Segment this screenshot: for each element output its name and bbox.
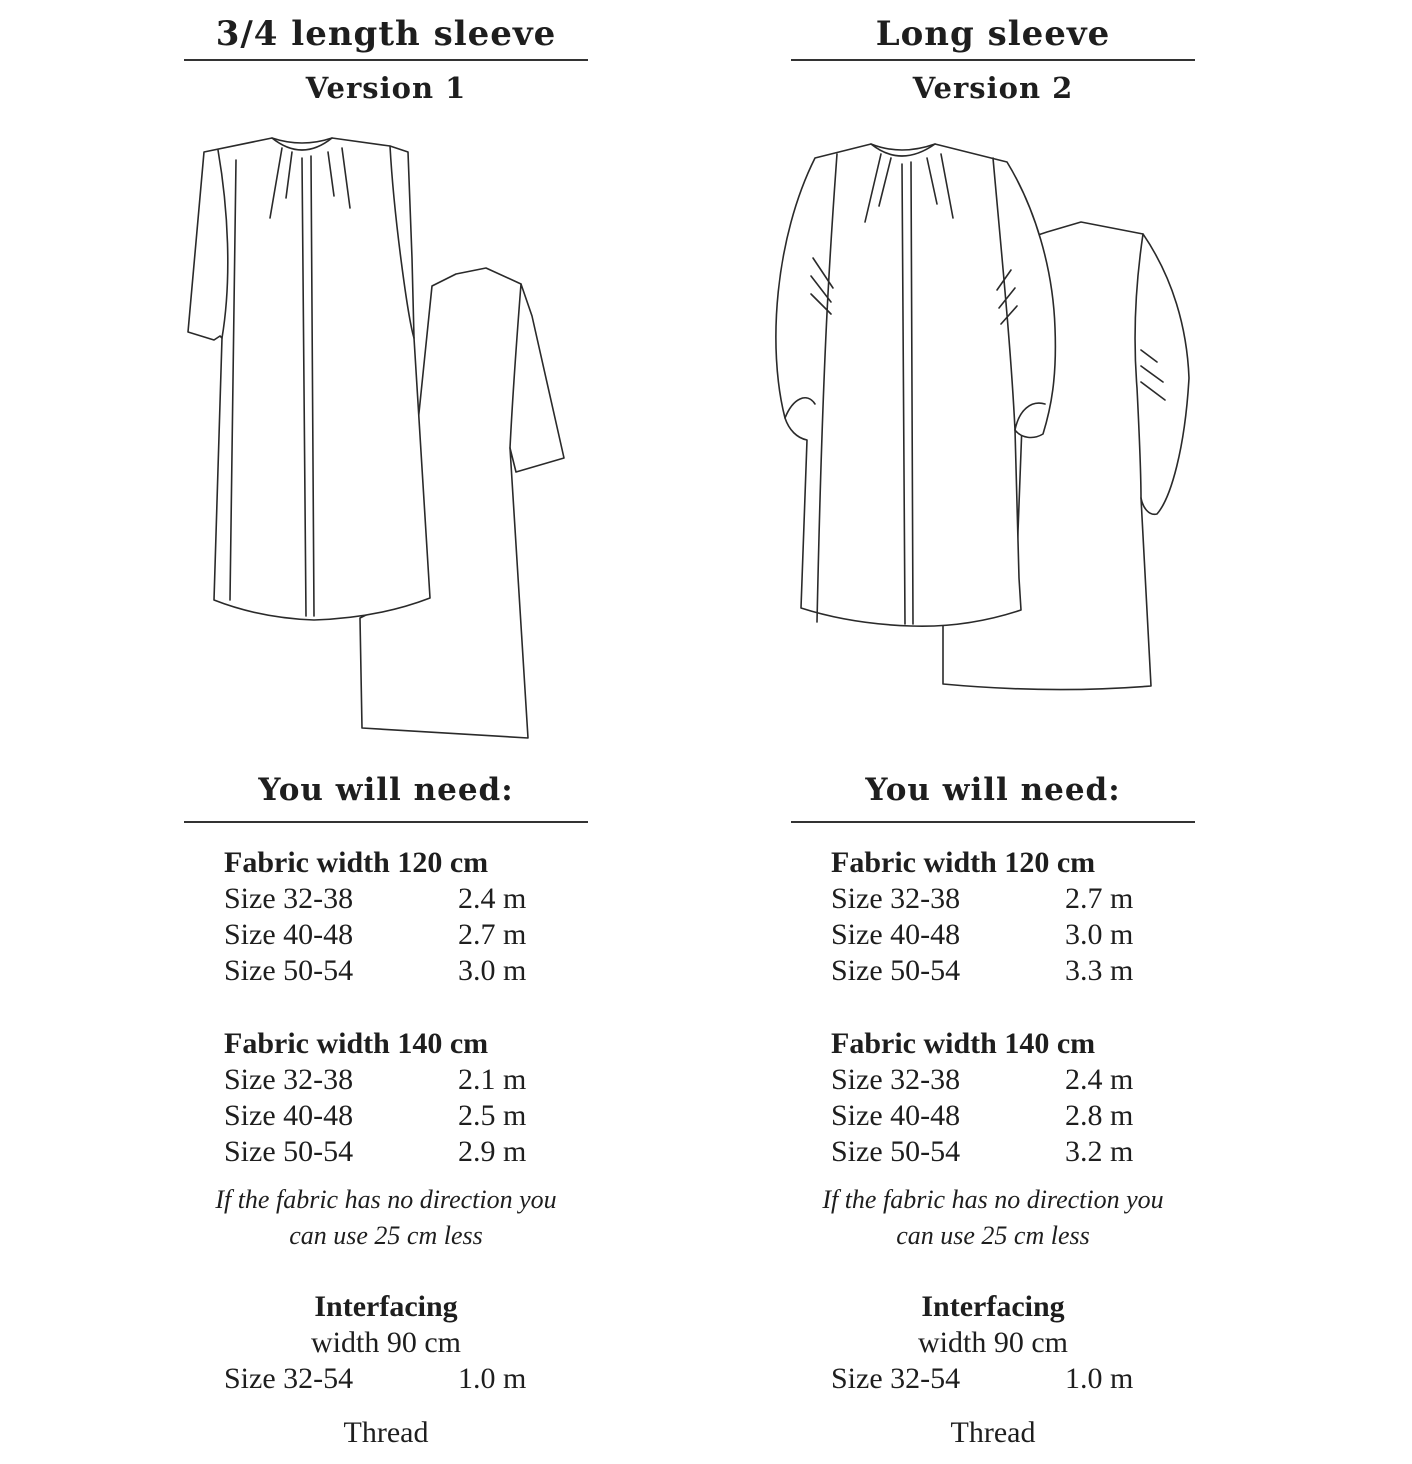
size-label: Size 40-48 bbox=[224, 918, 354, 951]
fabric-amount: 2.8 m bbox=[1065, 1099, 1134, 1132]
size-label: Size 32-38 bbox=[831, 882, 961, 915]
you-will-need-heading: You will need: bbox=[865, 772, 1121, 808]
fabric-amount: 2.4 m bbox=[1065, 1063, 1134, 1096]
interfacing-amount: 1.0 m bbox=[458, 1362, 527, 1395]
fabric-120-row bbox=[831, 881, 1161, 917]
fabric-120-row bbox=[224, 917, 554, 953]
fabric-direction-note-line-2: can use 25 cm less bbox=[289, 1221, 483, 1250]
fabric-amount: 2.7 m bbox=[1065, 882, 1134, 915]
size-label: Size 40-48 bbox=[831, 1099, 961, 1132]
fabric-140-row bbox=[831, 1134, 1161, 1170]
fabric-amount: 3.2 m bbox=[1065, 1135, 1134, 1168]
size-label: Size 32-54 bbox=[831, 1362, 961, 1395]
size-label: Size 50-54 bbox=[831, 1135, 961, 1168]
fabric-140-row bbox=[224, 1098, 554, 1134]
version-1-label: Version 1 bbox=[305, 71, 467, 105]
fabric-width-120-heading: Fabric width 120 cm bbox=[224, 846, 489, 879]
fabric-width-140-heading: Fabric width 140 cm bbox=[224, 1027, 489, 1060]
fabric-140-row bbox=[224, 1062, 554, 1098]
fabric-amount: 3.0 m bbox=[458, 954, 527, 987]
need-divider bbox=[791, 821, 1195, 823]
size-label: Size 50-54 bbox=[831, 954, 961, 987]
fabric-amount: 2.7 m bbox=[458, 918, 527, 951]
version-2-label: Version 2 bbox=[912, 71, 1074, 105]
interfacing-width: width 90 cm bbox=[918, 1326, 1068, 1359]
fabric-amount: 2.4 m bbox=[458, 882, 527, 915]
thread-label: Thread bbox=[343, 1416, 429, 1449]
coat-front-view-icon bbox=[188, 138, 430, 620]
fabric-amount: 3.3 m bbox=[1065, 954, 1134, 987]
fabric-direction-note-line-1: If the fabric has no direction you bbox=[822, 1185, 1164, 1214]
fabric-140-row bbox=[831, 1062, 1161, 1098]
need-divider bbox=[184, 821, 588, 823]
fabric-120-row bbox=[831, 953, 1161, 989]
size-label: Size 32-38 bbox=[224, 1063, 354, 1096]
fabric-120-row bbox=[224, 881, 554, 917]
title-divider bbox=[791, 59, 1195, 61]
fabric-amount: 2.5 m bbox=[458, 1099, 527, 1132]
size-label: Size 40-48 bbox=[831, 918, 961, 951]
interfacing-width: width 90 cm bbox=[311, 1326, 461, 1359]
fabric-amount: 2.1 m bbox=[458, 1063, 527, 1096]
fabric-140-row bbox=[224, 1134, 554, 1170]
fabric-amount: 2.9 m bbox=[458, 1135, 527, 1168]
interfacing-heading: Interfacing bbox=[314, 1290, 458, 1323]
fabric-140-row bbox=[831, 1098, 1161, 1134]
coat-3-4-sleeve-illustration-icon bbox=[164, 118, 608, 758]
size-label: Size 32-38 bbox=[831, 1063, 961, 1096]
size-label: Size 50-54 bbox=[224, 1135, 354, 1168]
title-divider bbox=[184, 59, 588, 61]
size-label: Size 50-54 bbox=[224, 954, 354, 987]
fabric-amount: 3.0 m bbox=[1065, 918, 1134, 951]
coat-front-view-icon bbox=[776, 144, 1055, 626]
fabric-120-row bbox=[831, 917, 1161, 953]
fabric-width-140-heading: Fabric width 140 cm bbox=[831, 1027, 1096, 1060]
fabric-direction-note-line-2: can use 25 cm less bbox=[896, 1221, 1090, 1250]
version-1-title: 3/4 length sleeve bbox=[215, 14, 557, 54]
fabric-width-120-heading: Fabric width 120 cm bbox=[831, 846, 1096, 879]
version-2-title: Long sleeve bbox=[875, 14, 1111, 54]
size-label: Size 32-38 bbox=[224, 882, 354, 915]
version-2-column bbox=[791, 0, 1195, 1464]
size-label: Size 40-48 bbox=[224, 1099, 354, 1132]
size-label: Size 32-54 bbox=[224, 1362, 354, 1395]
interfacing-heading: Interfacing bbox=[921, 1290, 1065, 1323]
thread-label: Thread bbox=[950, 1416, 1036, 1449]
version-1-column bbox=[184, 0, 588, 1464]
interfacing-amount: 1.0 m bbox=[1065, 1362, 1134, 1395]
interfacing-row bbox=[831, 1361, 1161, 1397]
fabric-120-row bbox=[224, 953, 554, 989]
you-will-need-heading: You will need: bbox=[258, 772, 514, 808]
coat-long-sleeve-illustration-icon bbox=[771, 118, 1215, 758]
interfacing-row bbox=[224, 1361, 554, 1397]
fabric-direction-note-line-1: If the fabric has no direction you bbox=[215, 1185, 557, 1214]
